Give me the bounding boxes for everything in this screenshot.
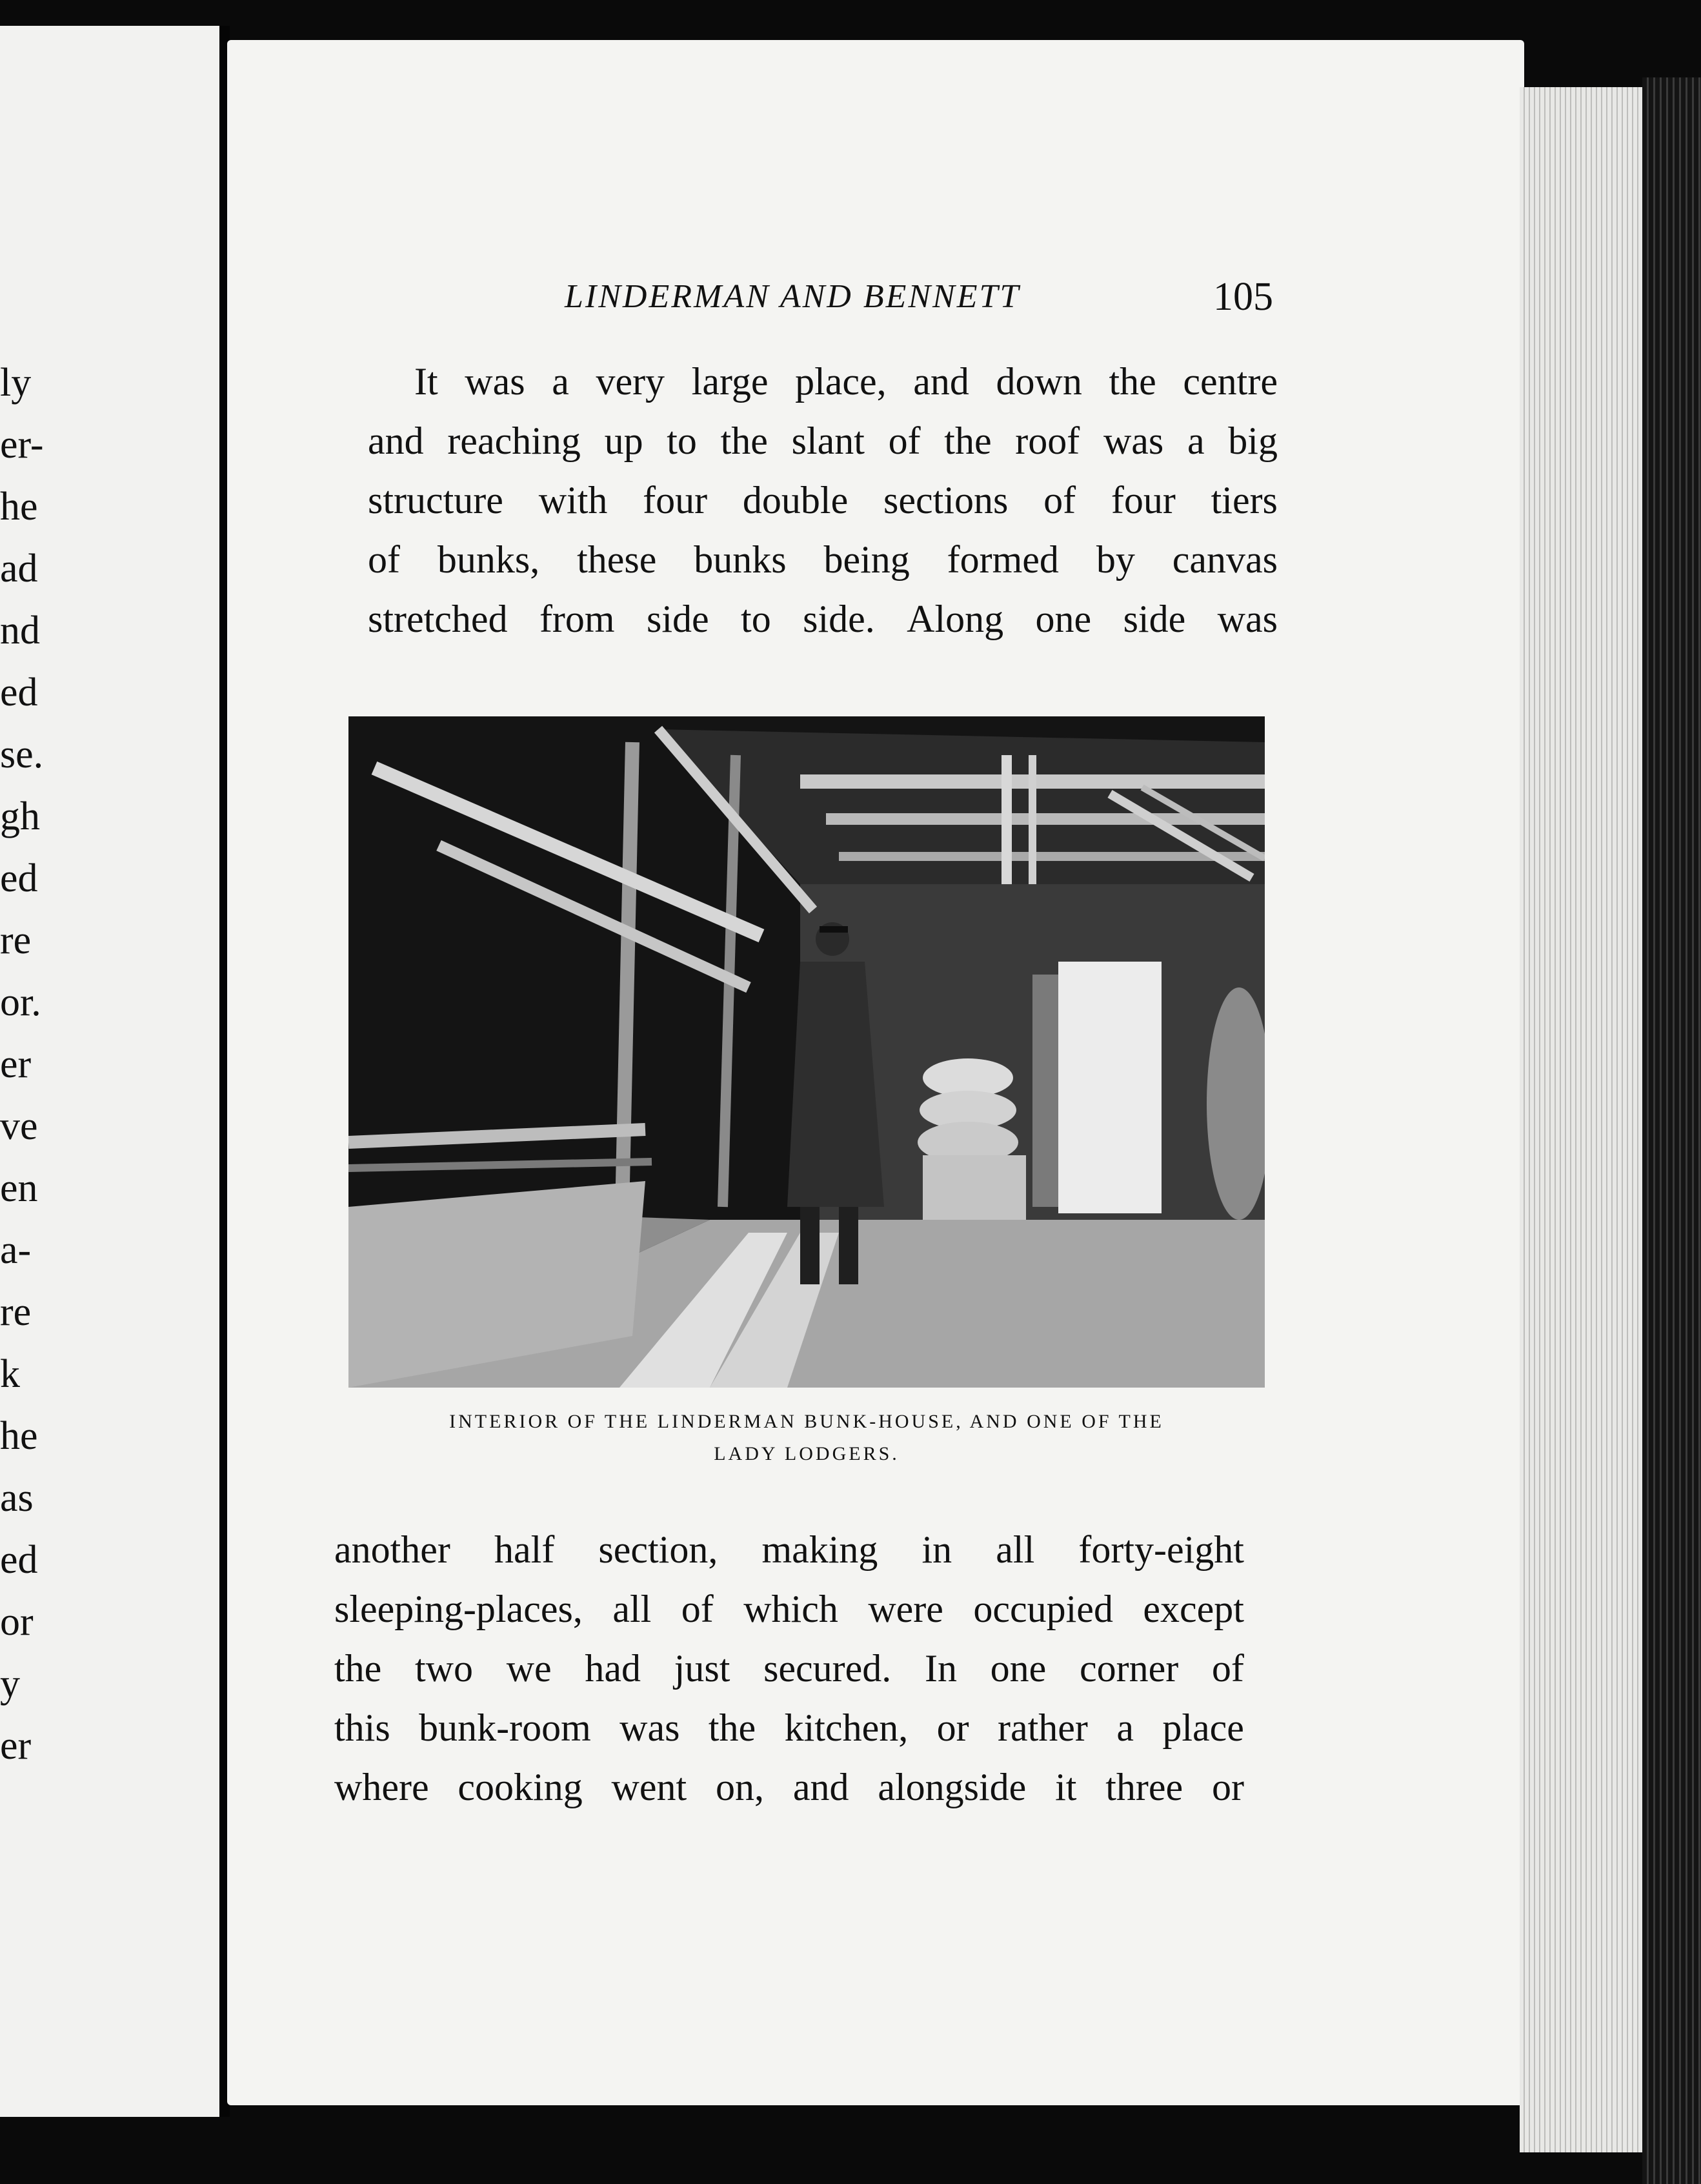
text-line: stretched from side to side. Along one side was	[368, 598, 1278, 640]
left-fragment: en	[0, 1166, 38, 1210]
left-fragment: re	[0, 918, 32, 962]
left-fragment: ed	[0, 1538, 38, 1582]
left-fragment: se.	[0, 733, 44, 776]
left-fragment: ed	[0, 671, 38, 714]
left-fragment: a-	[0, 1228, 32, 1272]
left-fragment: ed	[0, 856, 38, 900]
left-fragment: ad	[0, 547, 38, 591]
left-fragment: y	[0, 1662, 20, 1706]
page-number: 105	[1213, 275, 1273, 319]
text-line: where cooking went on, and alongside it three or	[334, 1766, 1244, 1808]
text-line: of bunks, these bunks being formed by canvas	[368, 538, 1278, 581]
bunkhouse-photo	[348, 716, 1265, 1388]
page-edges	[1520, 87, 1642, 2152]
left-fragment: ve	[0, 1104, 38, 1148]
caption-line-1: INTERIOR OF THE LINDERMAN BUNK-HOUSE, AND ONE OF THE	[449, 1411, 1164, 1432]
running-head: LINDERMAN AND BENNETT	[565, 278, 1021, 315]
left-fragment: er	[0, 1042, 32, 1086]
left-page-text-fragments	[0, 352, 219, 1777]
text-line: structure with four double sections of four tiers	[368, 479, 1278, 521]
left-fragment: or	[0, 1600, 34, 1644]
photo-illustration	[348, 716, 1265, 1388]
book-binding	[1642, 77, 1701, 2184]
body-text-bottom	[334, 1520, 1244, 1817]
left-fragment: er	[0, 1724, 32, 1768]
left-fragment: ly	[0, 361, 32, 405]
text-line: It was a very large place, and down the centre	[414, 360, 1278, 403]
text-line: sleeping-places, all of which were occupied except	[334, 1588, 1244, 1630]
left-fragment: he	[0, 485, 38, 529]
left-fragment: as	[0, 1476, 34, 1520]
left-fragment: or.	[0, 980, 41, 1024]
text-line: the two we had just secured. In one corner of	[334, 1647, 1244, 1690]
left-fragment: k	[0, 1352, 20, 1396]
text-line: another half section, making in all forty-eight	[334, 1528, 1244, 1571]
left-fragment: er-	[0, 423, 44, 467]
left-fragment: re	[0, 1290, 32, 1334]
body-text-top	[368, 352, 1278, 649]
text-line: and reaching up to the slant of the roof was a big	[368, 420, 1278, 462]
left-fragment: he	[0, 1414, 38, 1458]
left-page	[0, 26, 230, 2117]
photo-caption	[361, 1406, 1252, 1470]
caption-line-2: LADY LODGERS.	[714, 1443, 900, 1464]
left-fragment: nd	[0, 609, 40, 652]
left-fragment: gh	[0, 794, 40, 838]
text-line: this bunk-room was the kitchen, or rather a place	[334, 1706, 1244, 1749]
